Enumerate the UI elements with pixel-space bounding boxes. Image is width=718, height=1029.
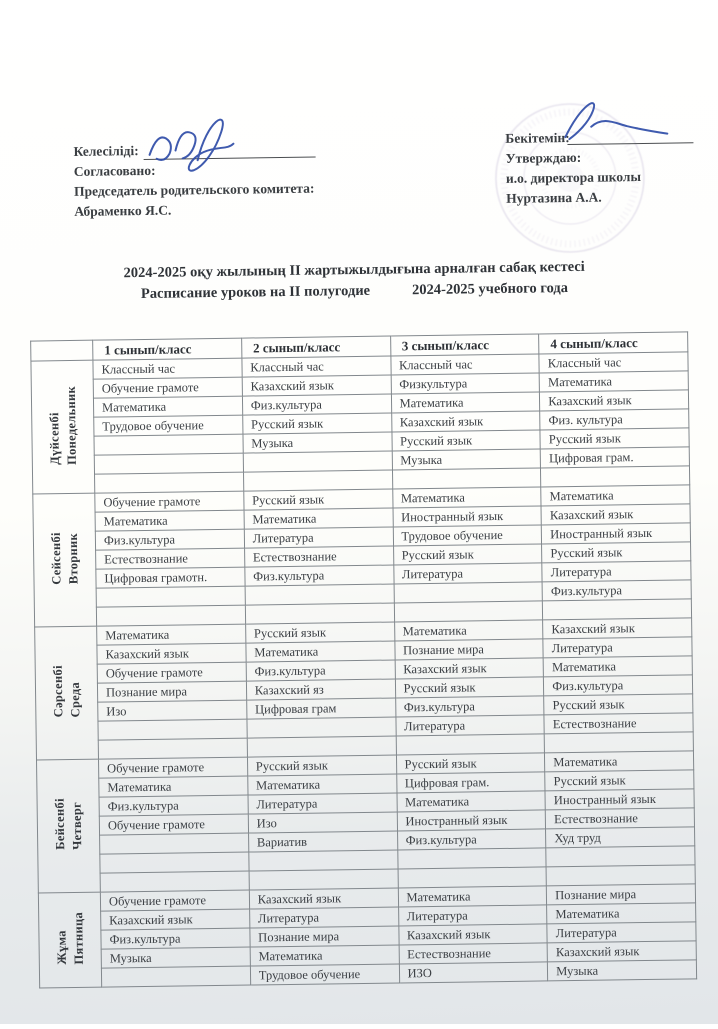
subject-cell: Физ.культура xyxy=(395,696,544,717)
subject-cell: Казахский язык xyxy=(97,643,246,664)
subject-cell xyxy=(544,732,693,753)
subject-cell: Русский язык xyxy=(391,430,540,451)
subject-cell: Литература xyxy=(547,922,696,943)
subject-cell xyxy=(247,717,396,738)
subject-cell: Физ.культура xyxy=(99,795,248,816)
day-block xyxy=(31,352,690,494)
day-block xyxy=(38,884,696,988)
signature-right xyxy=(555,92,676,152)
subject-cell: Изо xyxy=(98,700,247,721)
subject-cell: Казахский язык xyxy=(249,888,398,909)
subject-cell: Худ труд xyxy=(546,827,695,848)
subject-cell: Обучение грамоте xyxy=(97,662,246,683)
day-block xyxy=(33,485,692,627)
subject-cell: Цифровая грам. xyxy=(540,447,689,468)
subject-cell: Математика xyxy=(547,903,696,924)
subject-cell: Физ.культура xyxy=(544,675,693,696)
subject-cell: Казахский язык xyxy=(541,504,690,525)
subject-cell: Иностранный язык xyxy=(397,810,546,831)
subject-cell: Математика xyxy=(244,508,393,529)
subject-cell xyxy=(94,453,243,474)
subject-cell: Физкультура xyxy=(391,373,540,394)
subject-cell: Литература xyxy=(249,907,398,928)
subject-cell: Обучение грамоте xyxy=(95,491,244,512)
subject-cell: Естествознание xyxy=(244,546,393,567)
subject-cell: Математика xyxy=(396,791,545,812)
subject-cell: Цифровая грам. xyxy=(396,772,545,793)
subject-cell: Русский язык xyxy=(542,542,691,563)
subject-cell: Литература xyxy=(543,637,692,658)
subject-cell: Математика xyxy=(543,656,692,677)
subject-cell xyxy=(541,466,690,487)
class-column-header: 3 сынып/класс xyxy=(390,334,539,356)
subject-cell: Математика xyxy=(545,751,694,772)
approve-label-kk: Бекітемін: xyxy=(505,130,570,146)
subject-cell xyxy=(543,599,692,620)
subject-cell: Русский язык xyxy=(545,770,694,791)
subject-cell: Русский язык xyxy=(396,753,545,774)
subject-cell: Физ.культура xyxy=(542,580,691,601)
subject-cell xyxy=(96,586,245,607)
corner-cell xyxy=(31,340,93,361)
subject-cell: Русский язык xyxy=(544,694,693,715)
subject-cell: Математика xyxy=(93,396,242,417)
signature-left xyxy=(145,109,256,173)
subject-cell xyxy=(101,966,250,987)
subject-cell: Математика xyxy=(398,886,547,907)
subject-cell xyxy=(245,584,394,605)
subject-cell: Казахский язык xyxy=(398,924,547,945)
subject-cell xyxy=(100,871,249,892)
subject-cell xyxy=(392,468,541,489)
director-name: Нуртазина А.А. xyxy=(506,189,602,206)
subject-cell: Казахский язык xyxy=(101,909,250,930)
subject-cell xyxy=(98,738,247,759)
subject-cell: Познание мира xyxy=(394,639,543,660)
subject-cell: Математика xyxy=(97,624,246,645)
subject-cell xyxy=(245,603,394,624)
subject-cell xyxy=(243,470,392,491)
subject-cell: ИЗО xyxy=(399,962,548,983)
subject-cell: Казахский яз xyxy=(246,679,395,700)
committee-chair-name: Абраменко Я.С. xyxy=(74,202,172,219)
subject-cell: Музыка xyxy=(243,432,392,453)
subject-cell: Обучение грамоте xyxy=(98,757,247,778)
subject-cell: Математика xyxy=(250,945,399,966)
subject-cell: Естествознание xyxy=(96,548,245,569)
title-ru-part1: Расписание уроков на II полугодие xyxy=(140,282,371,303)
subject-cell: Познание мира xyxy=(547,884,696,905)
subject-cell: Русский язык xyxy=(245,622,394,643)
subject-cell xyxy=(394,582,543,603)
day-block xyxy=(37,751,696,893)
subject-cell: Цифровая грамотн. xyxy=(96,567,245,588)
subject-cell: Вариатив xyxy=(248,831,397,852)
subject-cell: Иностранный язык xyxy=(393,506,542,527)
subject-cell: Иностранный язык xyxy=(545,789,694,810)
subject-cell: Казахский язык xyxy=(540,390,689,411)
subject-cell: Русский язык xyxy=(244,489,393,510)
subject-cell xyxy=(96,605,245,626)
subject-cell: Классный час xyxy=(242,356,391,377)
subject-cell xyxy=(249,850,398,871)
subject-cell: Математика xyxy=(247,774,396,795)
subject-cell: Литература xyxy=(395,715,544,736)
subject-cell: Казахский язык xyxy=(395,658,544,679)
subject-cell: Математика xyxy=(246,641,395,662)
title-ru-part2: 2024-2025 учебного года xyxy=(411,280,569,299)
subject-cell: Литература xyxy=(248,793,397,814)
subject-cell: Естествознание xyxy=(545,808,694,829)
subject-cell xyxy=(546,846,695,867)
class-column-header: 1 сынып/класс xyxy=(93,338,242,360)
subject-cell xyxy=(396,734,545,755)
subject-cell xyxy=(397,848,546,869)
subject-cell xyxy=(546,865,695,886)
subject-cell: Физ.культура xyxy=(397,829,546,850)
subject-cell: Математика xyxy=(539,371,688,392)
subject-cell: Физ.культура xyxy=(242,394,391,415)
subject-cell: Трудовое обучение xyxy=(250,964,399,985)
subject-cell: Познание мира xyxy=(97,681,246,702)
subject-cell xyxy=(94,434,243,455)
subject-cell: Физ.культура xyxy=(95,529,244,550)
day-block xyxy=(35,618,694,760)
subject-cell xyxy=(249,869,398,890)
subject-cell: Русский язык xyxy=(540,428,689,449)
subject-cell xyxy=(95,472,244,493)
subject-cell: Казахский язык xyxy=(391,411,540,432)
subject-cell: Обучение грамоте xyxy=(93,377,242,398)
subject-cell: Казахский язык xyxy=(547,941,696,962)
subject-cell: Трудовое обучение xyxy=(393,525,542,546)
committee-chair-label: Председатель родительского комитета: xyxy=(73,180,315,199)
subject-cell: Естествознание xyxy=(544,713,693,734)
subject-cell: Русский язык xyxy=(247,755,396,776)
subject-cell: Русский язык xyxy=(395,677,544,698)
subject-cell: Математика xyxy=(99,776,248,797)
subject-cell: Литература xyxy=(393,563,542,584)
subject-cell: Литература xyxy=(244,527,393,548)
subject-cell: Казахский язык xyxy=(242,375,391,396)
subject-cell: Физ.культура xyxy=(246,660,395,681)
subject-cell: Естествознание xyxy=(399,943,548,964)
subject-cell: Цифровая грам xyxy=(246,698,395,719)
subject-cell: Трудовое обучение xyxy=(94,415,243,436)
subject-cell: Математика xyxy=(392,487,541,508)
subject-cell xyxy=(100,852,249,873)
subject-cell: Русский язык xyxy=(242,413,391,434)
subject-cell: Литература xyxy=(542,561,691,582)
approve-label-ru: Утверждаю: xyxy=(505,149,582,166)
subject-cell: Физ.культура xyxy=(101,928,250,949)
agreed-label-kk: Келесіліді: xyxy=(73,143,139,159)
document-title-kk: 2024-2025 оқу жылының II жартыжылдығына арналған сабақ кестесі xyxy=(123,258,585,282)
class-column-header: 4 сынып/класс xyxy=(539,332,688,354)
director-title: и.о. директора школы xyxy=(505,169,642,186)
subject-cell xyxy=(394,601,543,622)
subject-cell: Математика xyxy=(391,392,540,413)
day-label: Сәрсенбі Среда xyxy=(35,626,99,760)
subject-cell: Литература xyxy=(398,905,547,926)
subject-cell xyxy=(100,833,249,854)
subject-cell: Классный час xyxy=(539,352,688,373)
day-label: ДүйсенбіПонедельник xyxy=(31,360,95,494)
day-label: Бейсенбі Четверг xyxy=(37,759,101,893)
class-column-header: 2 сынып/класс xyxy=(241,336,390,358)
subject-cell: Математика xyxy=(394,620,543,641)
agreed-label-ru: Согласовано: xyxy=(73,162,156,179)
subject-cell: Классный час xyxy=(93,358,242,379)
schedule-table xyxy=(30,331,697,988)
subject-cell xyxy=(398,867,547,888)
subject-cell: Физ. культура xyxy=(540,409,689,430)
subject-cell: Классный час xyxy=(390,354,539,375)
subject-cell: Обучение грамоте xyxy=(100,890,249,911)
subject-cell: Русский язык xyxy=(393,544,542,565)
subject-cell: Иностранный язык xyxy=(542,523,691,544)
subject-cell: Физ.культура xyxy=(245,565,394,586)
subject-cell xyxy=(98,719,247,740)
subject-cell: Музыка xyxy=(101,947,250,968)
subject-cell: Математика xyxy=(541,485,690,506)
subject-cell: Изо xyxy=(248,812,397,833)
subject-cell: Математика xyxy=(95,510,244,531)
subject-cell: Музыка xyxy=(392,449,541,470)
subject-cell: Обучение грамоте xyxy=(99,814,248,835)
subject-cell: Казахский язык xyxy=(543,618,692,639)
day-label: Жұма Пятница xyxy=(38,892,101,988)
subject-cell: Музыка xyxy=(548,960,697,981)
subject-cell xyxy=(243,451,392,472)
subject-cell: Познание мира xyxy=(250,926,399,947)
subject-cell xyxy=(247,736,396,757)
day-label: Сейсенбі Вторник xyxy=(33,493,97,627)
